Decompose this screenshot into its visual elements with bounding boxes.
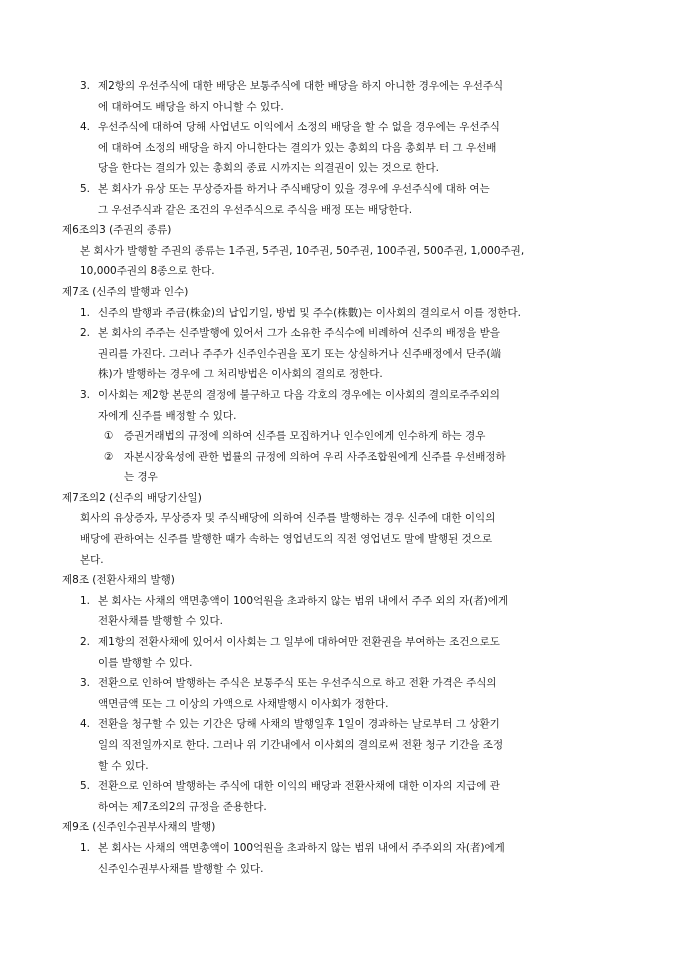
clause-line: 권리를 가진다. 그러나 주주가 신주인수권을 포기 또는 상실하거나 신주배정에서 단주(端 [98, 347, 501, 360]
clause-item [0, 385, 680, 426]
clause-number: 1. [80, 594, 91, 607]
articles-of-incorporation [0, 76, 680, 879]
section-article-9 [0, 817, 680, 879]
clause-line: 에 대하여도 배당을 하지 아니할 수 있다. [98, 100, 284, 113]
clause-body [98, 323, 638, 385]
section-article-7 [0, 282, 680, 488]
clause-item [0, 673, 680, 714]
clause-body [98, 776, 638, 817]
article-paragraph [0, 508, 640, 570]
sub-clause-mark: ① [104, 430, 114, 443]
clause-number: 1. [80, 306, 91, 319]
clause-number: 3. [80, 388, 91, 401]
clause-item [0, 117, 680, 179]
clause-item [0, 714, 680, 776]
clause-body [98, 673, 638, 714]
clause-body [98, 591, 638, 632]
paragraph-line: 본다. [80, 553, 104, 566]
clause-body [98, 385, 638, 426]
clause-line: 우선주식에 대하여 당해 사업년도 이익에서 소정의 배당을 할 수 없을 경우에는 우선주식 [98, 121, 500, 134]
clause-number: 3. [80, 677, 91, 690]
clause-line: 전환으로 인하여 발행하는 주식은 보통주식 또는 우선주식으로 하고 전환 가격은 주식의 [98, 677, 497, 690]
clause-line: 전환을 청구할 수 있는 기간은 당해 사채의 발행일후 1일이 경과하는 날로부터 그 상환기 [98, 718, 500, 731]
clause-item [0, 76, 680, 117]
clause-line: 신주인수권부사채를 발행할 수 있다. [98, 862, 264, 875]
clause-number: 4. [80, 718, 91, 731]
clause-number: 4. [80, 121, 91, 134]
clause-line: 신주의 발행과 주금(株金)의 납입기일, 방법 및 주수(株數)는 이사회의 결의로서 이를 정한다. [98, 306, 522, 319]
clause-line: 자에게 신주를 배정할 수 있다. [98, 409, 237, 422]
article-heading: 제8조 (전환사채의 발행) [62, 574, 175, 587]
clause-line: 본 회사는 사채의 액면총액이 100억원을 초과하지 않는 범위 내에서 주주외의 자(者)에게 [98, 841, 505, 854]
clause-item [0, 632, 680, 673]
clause-item [0, 323, 680, 385]
clause-line: 제1항의 전환사채에 있어서 이사회는 그 일부에 대하여만 전환권을 부여하는 조건으로도 [98, 636, 500, 649]
clause-number: 5. [80, 182, 91, 195]
section-article-8 [0, 570, 680, 817]
clause-line: 株)가 발행하는 경우에 그 처리방법은 이사회의 결의로 정한다. [98, 368, 383, 381]
section-article-6-3 [0, 220, 680, 282]
section-article-6-2-cont [0, 76, 680, 220]
sub-clause-line: 자본시장육성에 관한 법률의 규정에 의하여 우리 사주조합원에게 신주를 우선배정하 [124, 450, 506, 463]
article-heading: 제7조의2 (신주의 배당기산일) [62, 491, 202, 504]
clause-item [0, 303, 680, 324]
clause-line: 본 회사는 사채의 액면총액이 100억원을 초과하지 않는 범위 내에서 주주 외의 자(者)에게 [98, 594, 509, 607]
paragraph-line: 배당에 관하여는 신주를 발행한 때가 속하는 영업년도의 직전 영업년도 말에 발행된 것으로 [80, 533, 493, 546]
clause-line: 이사회는 제2항 본문의 결정에 불구하고 다음 각호의 경우에는 이사회의 결의로주주외의 [98, 388, 500, 401]
paragraph-line: 10,000주권의 8종으로 한다. [80, 265, 215, 278]
clause-body [98, 714, 638, 776]
clause-line: 하여는 제7조의2의 규정을 준용한다. [98, 800, 267, 813]
sub-clause-line: 는 경우 [124, 471, 158, 484]
clause-line: 당을 한다는 결의가 있는 총회의 종료 시까지는 의결권이 있는 것으로 한다. [98, 162, 440, 175]
clause-line: 그 우선주식과 같은 조건의 우선주식으로 주식을 배정 또는 배당한다. [98, 203, 413, 216]
clause-line: 액면금액 또는 그 이상의 가액으로 사채발행시 이사회가 정한다. [98, 697, 389, 710]
sub-clause-mark: ② [104, 450, 114, 463]
clause-body [98, 838, 638, 879]
clause-line: 에 대하여 소정의 배당을 하지 아니한다는 결의가 있는 총회의 다음 총회부 터 그 우선배 [98, 141, 497, 154]
clause-body [98, 303, 638, 324]
clause-line: 전환으로 인하여 발행하는 주식에 대한 이익의 배당과 전환사채에 대한 이자의 지급에 관 [98, 780, 500, 793]
sub-clause-line: 증권거래법의 규정에 의하여 신주를 모집하거나 인수인에게 인수하게 하는 경우 [124, 430, 486, 443]
clause-number: 2. [80, 327, 91, 340]
clause-body [98, 179, 638, 220]
section-article-7-2 [0, 488, 680, 570]
sub-clause-body [124, 426, 638, 447]
clause-line: 일의 직전일까지로 한다. 그러나 위 기간내에서 이사회의 결의로써 전환 청구 기간을 조정 [98, 739, 504, 751]
clause-line: 이를 발행할 수 있다. [98, 656, 193, 669]
clause-line: 제2항의 우선주식에 대한 배당은 보통주식에 대한 배당을 하지 아니한 경우에는 우선주식 [98, 80, 504, 92]
clause-line: 할 수 있다. [98, 759, 149, 772]
article-heading: 제6조의3 (주권의 종류) [62, 224, 172, 237]
clause-body [98, 76, 638, 117]
clause-line: 본 회사의 주주는 신주발행에 있어서 그가 소유한 주식수에 비례하여 신주의 배정을 받을 [98, 327, 500, 340]
clause-number: 1. [80, 841, 91, 854]
article-paragraph [0, 241, 640, 282]
clause-body [98, 632, 638, 673]
sub-clause-body [124, 447, 638, 488]
paragraph-line: 회사의 유상증자, 무상증자 및 주식배당에 의하여 신주를 발행하는 경우 신주에 대한 이익의 [80, 512, 496, 525]
clause-item [0, 591, 680, 632]
sub-clause-item [0, 426, 680, 447]
clause-item [0, 838, 680, 879]
article-heading: 제7조 (신주의 발행과 인수) [62, 285, 189, 298]
article-heading: 제9조 (신주인수권부사채의 발행) [62, 821, 216, 834]
clause-line: 본 회사가 유상 또는 무상증자를 하거나 주식배당이 있을 경우에 우선주식에 대하 여는 [98, 182, 490, 195]
clause-item [0, 776, 680, 817]
clause-line: 전환사채를 발행할 수 있다. [98, 615, 223, 628]
sub-clause-item [0, 447, 680, 488]
paragraph-line: 본 회사가 발행할 주권의 종류는 1주권, 5주권, 10주권, 50주권, 100주권, 500주권, 1,000주권, [80, 244, 525, 257]
clause-number: 5. [80, 780, 91, 793]
clause-number: 2. [80, 636, 91, 649]
clause-item [0, 179, 680, 220]
clause-number: 3. [80, 80, 91, 92]
clause-body [98, 117, 638, 179]
